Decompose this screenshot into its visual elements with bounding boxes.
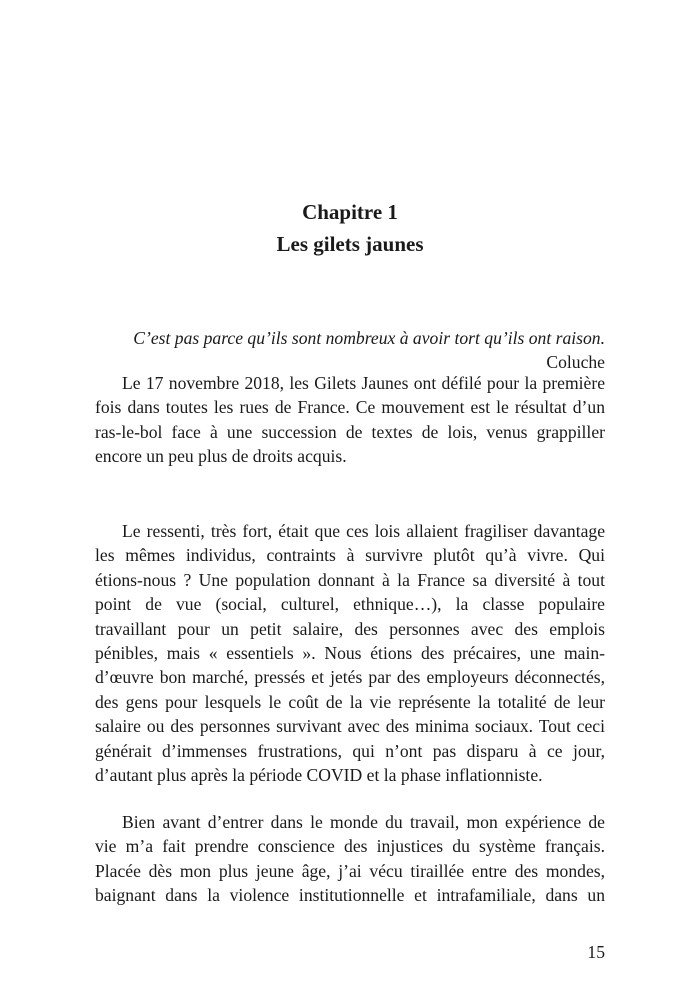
text-line: vie m’a fait prendre conscience des injustices du système français. [95, 836, 605, 857]
paragraph-2 [95, 519, 605, 787]
text-line: d’œuvre bon marché, pressés et jetés par des employeurs déconnectés, [95, 667, 605, 688]
epigraph-author: Coluche [546, 352, 605, 373]
paragraph-1 [95, 371, 605, 469]
text-line: étions-nous ? Une population donnant à la France sa diversité à tout [95, 569, 605, 590]
text-line: Placée dès mon plus jeune âge, j’ai vécu tiraillée entre des mondes, [95, 860, 605, 881]
text-line: Bien avant d’entrer dans le monde du travail, mon expérience de [122, 812, 605, 832]
epigraph [95, 326, 605, 375]
text-line: salaire ou des personnes survivant avec des minima sociaux. Tout ceci [95, 716, 605, 737]
text-line: des gens pour lesquels le coût de la vie représente la totalité de leur [95, 691, 605, 712]
text-line: point de vue (social, culturel, ethnique…), la classe populaire [95, 594, 605, 615]
text-line: baignant dans la violence institutionnelle et intrafamiliale, dans un [95, 885, 605, 906]
text-line: Le 17 novembre 2018, les Gilets Jaunes ont défilé pour la première [122, 373, 605, 393]
text-line: les mêmes individus, contraints à survivre plutôt qu’à vivre. Qui [95, 545, 605, 566]
page-number: 15 [587, 942, 605, 962]
text-line: Le ressenti, très fort, était que ces lois allaient fragiliser davantage [122, 521, 605, 541]
text-line: pénibles, mais « essentiels ». Nous étions des précaires, une main- [95, 642, 605, 663]
paragraph-3 [95, 810, 605, 908]
text-line: encore un peu plus de droits acquis. [95, 446, 347, 467]
text-line: travaillant pour un petit salaire, des personnes avec des emplois [95, 618, 605, 639]
chapter-number: Chapitre 1 [302, 200, 398, 224]
chapter-title: Les gilets jaunes [276, 232, 424, 256]
text-line: ras-le-bol face à une succession de textes de lois, venus grappiller [95, 421, 605, 442]
text-line: fois dans toutes les rues de France. Ce mouvement est le résultat d’un [95, 397, 605, 418]
text-line: générait d’immenses frustrations, qui n’ont pas disparu à ce jour, [95, 740, 605, 761]
text-line: d’autant plus après la période COVID et la phase inflationniste. [95, 764, 543, 785]
epigraph-text: C’est pas parce qu’ils sont nombreux à avoir tort qu’ils ont raison. [133, 328, 605, 348]
